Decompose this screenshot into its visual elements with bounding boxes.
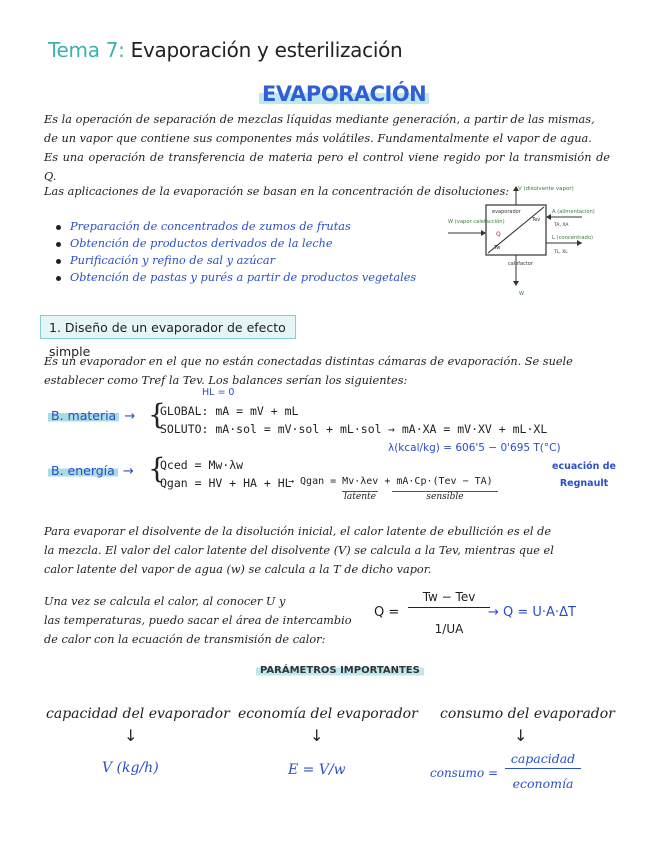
solute-balance: SOLUTO: mA·sol = mV·sol + mL·sol xyxy=(160,422,382,436)
page-title xyxy=(48,38,402,62)
sensible-underline: sensible xyxy=(392,491,498,502)
diagram-tw-label: Tw xyxy=(494,245,501,251)
intro-line-1: Es la operación de separación de mezclas líquidas mediante generación, a partir de las mismas, xyxy=(44,113,595,126)
energy-balance-label xyxy=(48,460,134,479)
heat-gained: Qgan = HV + HA + HL xyxy=(160,476,292,490)
parameters-title: PARÁMETROS IMPORTANTES xyxy=(256,665,424,676)
fraction-numerator: Tw − Tev xyxy=(408,590,490,608)
regnault-line-1: ecuación de xyxy=(552,461,616,472)
solute-result: → mA·XA = mV·XV + mL·XL xyxy=(388,422,548,436)
diagram-feed-vars: TA, XA xyxy=(554,223,569,228)
diagram-tev-label: Tev xyxy=(532,217,541,223)
diagram-vapor-label: V (disolvente vapor) xyxy=(518,186,574,192)
heat-given: Qced = Mw·λw xyxy=(160,458,244,472)
arrow-down-icon: ↓ xyxy=(124,726,138,745)
list-item: Purificación y refino de sal y azúcar xyxy=(56,252,416,269)
arrow-icon: → xyxy=(122,464,134,479)
evaporator-diagram xyxy=(446,183,606,301)
q-equals: Q = xyxy=(374,605,400,620)
latent-line-3: calor latente del vapor de agua (w) se calcula a la T de dicho vapor. xyxy=(44,563,432,576)
economy-value: E = V/w xyxy=(288,762,346,778)
capacity-value: V (kg/h) xyxy=(102,760,159,776)
arrow-icon: → xyxy=(124,409,136,424)
hl-note: HL = 0 xyxy=(202,387,235,398)
transfer-line-3: de calor con la ecuación de transmisión de calor: xyxy=(44,633,326,646)
regnault-line-2: Regnault xyxy=(559,478,609,489)
section1-paragraph xyxy=(44,352,610,390)
topic-title: Evaporación y esterilización xyxy=(130,38,403,62)
consumption-denominator: economía xyxy=(512,776,574,791)
diagram-calefactor-label: calefactor xyxy=(508,261,533,267)
consumption-label: consumo = xyxy=(430,766,499,780)
latent-underline: latente xyxy=(342,491,378,502)
fraction-denominator: 1/UA xyxy=(434,622,464,636)
mass-balance-label xyxy=(48,405,135,424)
latent-line-1: Para evaporar el disolvente de la disolución inicial, el calor latente de ebullición es el de xyxy=(44,525,552,538)
arrow-down-icon: ↓ xyxy=(310,726,324,745)
diagram-w-out-label: W xyxy=(519,291,524,297)
topic-number: Tema 7: xyxy=(48,38,125,62)
list-item: Preparación de concentrados de zumos de frutas xyxy=(56,218,416,235)
brace-icon: { xyxy=(148,398,166,431)
latent-paragraph xyxy=(44,522,610,579)
global-balance: GLOBAL: mA = mV + mL xyxy=(160,404,299,418)
diagram-steam-label: W (vapor calefacción) xyxy=(448,219,505,225)
section-banner: EVAPORACIÓN xyxy=(259,82,429,106)
regnault-equation: λ(kcal/kg) = 606'5 − 0'695 T(°C) xyxy=(388,442,561,454)
section1-line-2: establecer como Tref la Tev. Los balances serían los siguientes: xyxy=(44,374,408,387)
capacity-heading: capacidad del evaporador xyxy=(46,706,230,722)
consumption-numerator: capacidad xyxy=(505,751,581,769)
consumption-heading: consumo del evaporador xyxy=(440,706,615,722)
materia-label: B. materia xyxy=(48,408,119,423)
heat-transfer-result: → Q = U·A·ΔT xyxy=(488,605,576,620)
diagram-concentrate-label: L (concentrado) xyxy=(552,235,594,241)
arrow-down-icon: ↓ xyxy=(514,726,528,745)
energia-label: B. energía xyxy=(48,463,118,478)
economy-heading: economía del evaporador xyxy=(238,706,418,722)
regnault-note xyxy=(552,458,616,492)
brace-icon: { xyxy=(148,452,166,485)
applications-intro: Las aplicaciones de la evaporación se basan en la concentración de disoluciones: xyxy=(44,185,510,198)
transfer-line-2: las temperaturas, puedo sacar el área de intercambio xyxy=(44,614,352,627)
heat-gained-expanded: → Qgan = Mv·λev + mA·Cp·(Tev − TA) xyxy=(288,476,493,487)
diagram-feed-label: A (alimentación) xyxy=(552,209,595,215)
intro-line-3: Es una operación de transferencia de materia pero el control viene regido por la transmisión de Q. xyxy=(44,151,610,183)
transfer-line-1: Una vez se calcula el calor, al conocer U y xyxy=(44,595,286,608)
list-item: Obtención de pastas y purés a partir de productos vegetales xyxy=(56,269,416,286)
applications-list xyxy=(56,218,416,286)
intro-paragraph xyxy=(44,110,610,186)
diagram-evaporador-label: evaporador xyxy=(492,209,521,215)
intro-line-2: de un vapor que contiene sus componentes más volátiles. Fundamentalmente el vapor de agua. xyxy=(44,132,592,145)
transfer-paragraph xyxy=(44,592,352,649)
diagram-concentrate-vars: TL, XL xyxy=(554,250,568,255)
list-item: Obtención de productos derivados de la leche xyxy=(56,235,416,252)
latent-line-2: la mezcla. El valor del calor latente del disolvente (V) se calcula a la Tev, mientras que el xyxy=(44,544,554,557)
section1-line-1: Es un evaporador en el que no están conectadas distintas cámaras de evaporación. Se suele xyxy=(44,355,573,368)
section-heading: 1. Diseño de un evaporador de efecto simple xyxy=(40,315,296,339)
diagram-q-label: Q xyxy=(496,231,501,238)
